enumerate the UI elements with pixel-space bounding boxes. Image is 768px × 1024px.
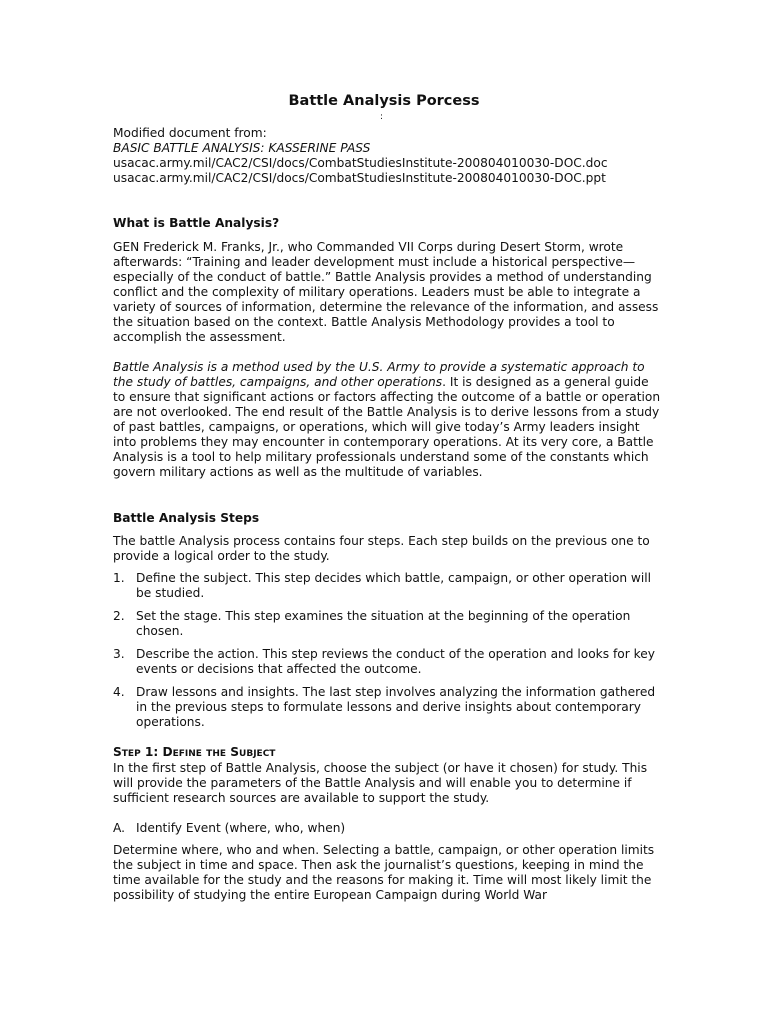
document-title: Battle Analysis Porcess xyxy=(288,93,480,109)
list-number: 1. xyxy=(113,571,125,585)
paragraph-text: GEN Frederick M. Franks, Jr., who Commanded VII Corps during Desert Storm, wrote afterwards: “Training and leader development must include a historical perspective—especially of the conduct of battle.” Battle Analysis provides a method of understanding conflict and the complexity of military operations. Leaders must be able to integrate a variety of sources of information, determine the relevance of the information, and assess the situation based on the context. Battle Analysis Methodology provides a tool to accomplish the assessment. xyxy=(113,240,659,344)
source-reference: BASIC BATTLE ANALYSIS: KASSERINE PASS xyxy=(113,141,371,155)
list-text: Define the subject. This step decides which battle, campaign, or other operation will be studied. xyxy=(136,571,652,600)
paragraph-text xyxy=(113,360,661,480)
sub-item-letter: A. xyxy=(113,821,125,835)
definition-rest: . It is designed as a general guide to ensure that significant actions or factors affecting the outcome of a battle or operation are not overlooked. The end result of the Battle Analysis is to derive lessons from a study of past battles, campaigns, or operations, which will give today’s Army leaders insight into problems they may encounter in contemporary operations. At its very core, a Battle Analysis is a tool to help military professionals understand some of the constants which govern military actions as well as the multitude of variables. xyxy=(113,375,661,479)
list-number: 2. xyxy=(113,609,125,623)
source-link-doc[interactable]: usacac.army.mil/CAC2/CSI/docs/CombatStudiesInstitute-200804010030-DOC.doc xyxy=(113,156,608,170)
list-number: 3. xyxy=(113,647,125,661)
definition-italic: Battle Analysis is a method used by the U.S. Army to provide a systematic approach to the study of battles, campaigns, and other operations xyxy=(113,360,645,389)
heading-what-is-battle-analysis: What is Battle Analysis? xyxy=(113,216,280,230)
source-intro: Modified document from: xyxy=(113,126,267,140)
source-block xyxy=(113,126,661,186)
paragraph-steps-intro xyxy=(113,534,661,564)
sub-item-text: Identify Event (where, who, when) xyxy=(136,821,346,835)
list-text: Describe the action. This step reviews the conduct of the operation and looks for key events or decisions that affected the outcome. xyxy=(136,647,655,676)
paragraph-text: Determine where, who and when. Selecting a battle, campaign, or other operation limits the subject in time and space. Then ask the journalist’s questions, keeping in mind the time available for the study and the reasons for making it. Time will most likely limit the possibility of studying the entire European Campaign during World War xyxy=(113,843,655,902)
heading-battle-analysis-steps: Battle Analysis Steps xyxy=(113,511,260,525)
paragraph-determine xyxy=(113,843,661,903)
colon-mark: : xyxy=(380,112,384,122)
list-number: 4. xyxy=(113,685,125,699)
paragraph-definition xyxy=(113,360,661,480)
list-text: Draw lessons and insights. The last step involves analyzing the information gathered in the previous steps to formulate lessons and derive insights about contemporary operations. xyxy=(136,685,656,729)
paragraph-step-1 xyxy=(113,761,661,806)
paragraph-text: In the first step of Battle Analysis, choose the subject (or have it chosen) for study. This will provide the parameters of the Battle Analysis and will enable you to determine if sufficient research sources are available to support the study. xyxy=(113,761,648,805)
source-link-ppt[interactable]: usacac.army.mil/CAC2/CSI/docs/CombatStudiesInstitute-200804010030-DOC.ppt xyxy=(113,171,606,185)
paragraph-text: The battle Analysis process contains four steps. Each step builds on the previous one to provide a logical order to the study. xyxy=(113,534,650,563)
heading-step-1: Step 1: Define the Subject xyxy=(113,745,276,759)
list-text: Set the stage. This step examines the situation at the beginning of the operation chosen. xyxy=(136,609,631,638)
paragraph-franks-quote xyxy=(113,240,661,345)
